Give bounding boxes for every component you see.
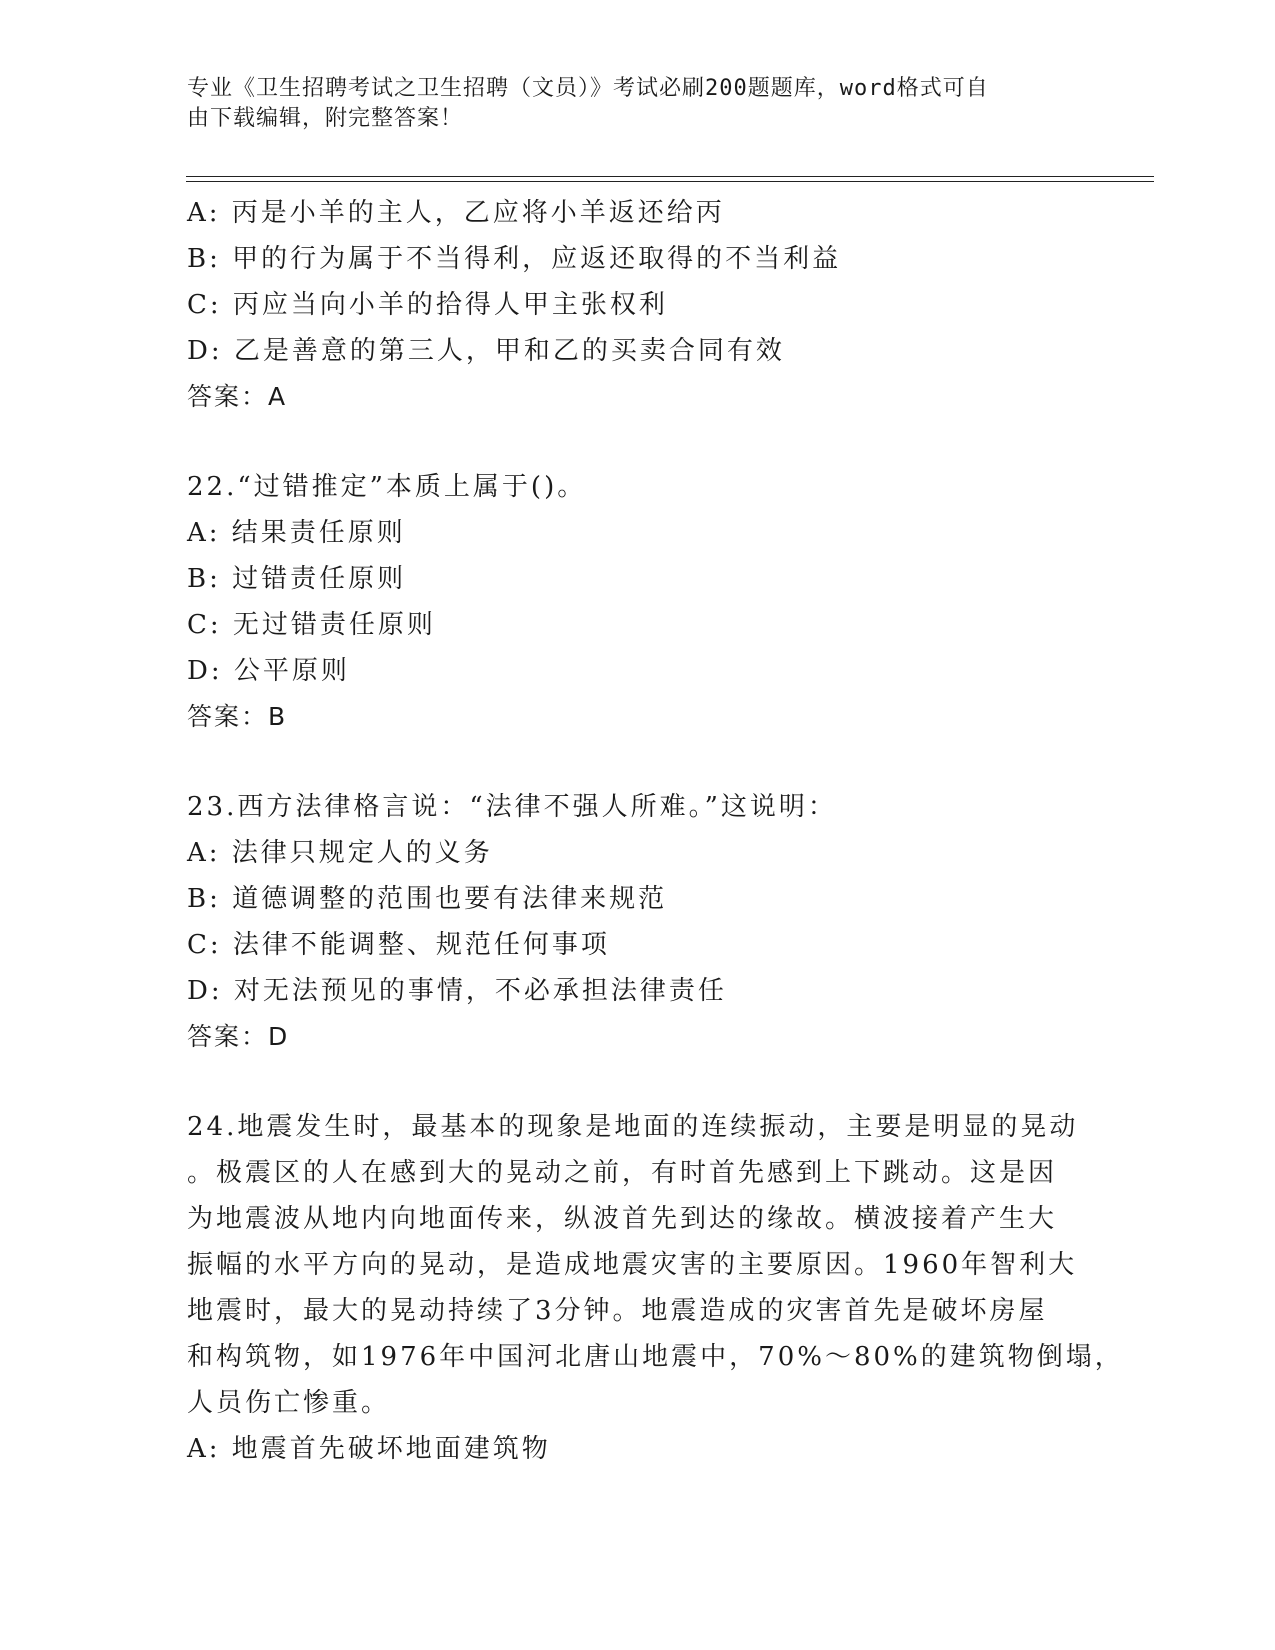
option-b: B: 甲的行为属于不当得利，应返还取得的不当利益 bbox=[187, 244, 842, 274]
option-c: C: 无过错责任原则 bbox=[187, 610, 436, 640]
option-a: A: 地震首先破坏地面建筑物 bbox=[187, 1434, 551, 1464]
question-text bbox=[187, 1104, 1124, 1426]
option-a: A: 法律只规定人的义务 bbox=[187, 838, 493, 868]
header-line-1: 专业《卫生招聘考试之卫生招聘（文员）》考试必刷200题题库，word格式可自 bbox=[187, 76, 989, 101]
question-text-line: 人员伤亡惨重。 bbox=[187, 1388, 391, 1418]
answer: 答案：D bbox=[187, 1022, 290, 1051]
document-header bbox=[187, 74, 1067, 134]
question-text-line: 振幅的水平方向的晃动，是造成地震灾害的主要原因。1960年智利大 bbox=[187, 1250, 1078, 1280]
option-d: D: 公平原则 bbox=[187, 656, 350, 686]
question-21 bbox=[187, 190, 1087, 420]
question-text-line: 24.地震发生时，最基本的现象是地面的连续振动，主要是明显的晃动 bbox=[187, 1112, 1079, 1142]
question-text: 22.“过错推定”本质上属于()。 bbox=[187, 472, 587, 502]
answer: 答案：A bbox=[187, 382, 288, 411]
question-text-line: 和构筑物，如1976年中国河北唐山地震中，70%～80%的建筑物倒塌， bbox=[187, 1342, 1124, 1372]
question-22 bbox=[187, 464, 1087, 740]
header-divider-top bbox=[186, 176, 1154, 177]
option-d: D: 乙是善意的第三人，甲和乙的买卖合同有效 bbox=[187, 336, 785, 366]
option-c: C: 丙应当向小羊的拾得人甲主张权利 bbox=[187, 290, 668, 320]
spacer bbox=[187, 420, 1087, 464]
option-a: A: 丙是小羊的主人，乙应将小羊返还给丙 bbox=[187, 198, 725, 228]
header-line-2: 由下载编辑，附完整答案！ bbox=[187, 106, 464, 131]
option-c: C: 法律不能调整、规范任何事项 bbox=[187, 930, 610, 960]
spacer bbox=[187, 1060, 1087, 1104]
option-b: B: 道德调整的范围也要有法律来规范 bbox=[187, 884, 668, 914]
question-text: 23.西方法律格言说：“法律不强人所难。”这说明： bbox=[187, 792, 837, 822]
question-text-line: 为地震波从地内向地面传来，纵波首先到达的缘故。横波接着产生大 bbox=[187, 1204, 1058, 1234]
question-23 bbox=[187, 784, 1087, 1060]
question-24 bbox=[187, 1104, 1124, 1472]
header-divider-bottom bbox=[186, 181, 1154, 182]
question-content bbox=[187, 190, 1124, 1472]
question-text-line: 。极震区的人在感到大的晃动之前，有时首先感到上下跳动。这是因 bbox=[187, 1158, 1058, 1188]
answer: 答案：B bbox=[187, 702, 288, 731]
question-text-line: 地震时，最大的晃动持续了3分钟。地震造成的灾害首先是破坏房屋 bbox=[187, 1296, 1048, 1326]
option-d: D: 对无法预见的事情，不必承担法律责任 bbox=[187, 976, 727, 1006]
option-a: A: 结果责任原则 bbox=[187, 518, 406, 548]
spacer bbox=[187, 740, 1087, 784]
option-b: B: 过错责任原则 bbox=[187, 564, 407, 594]
